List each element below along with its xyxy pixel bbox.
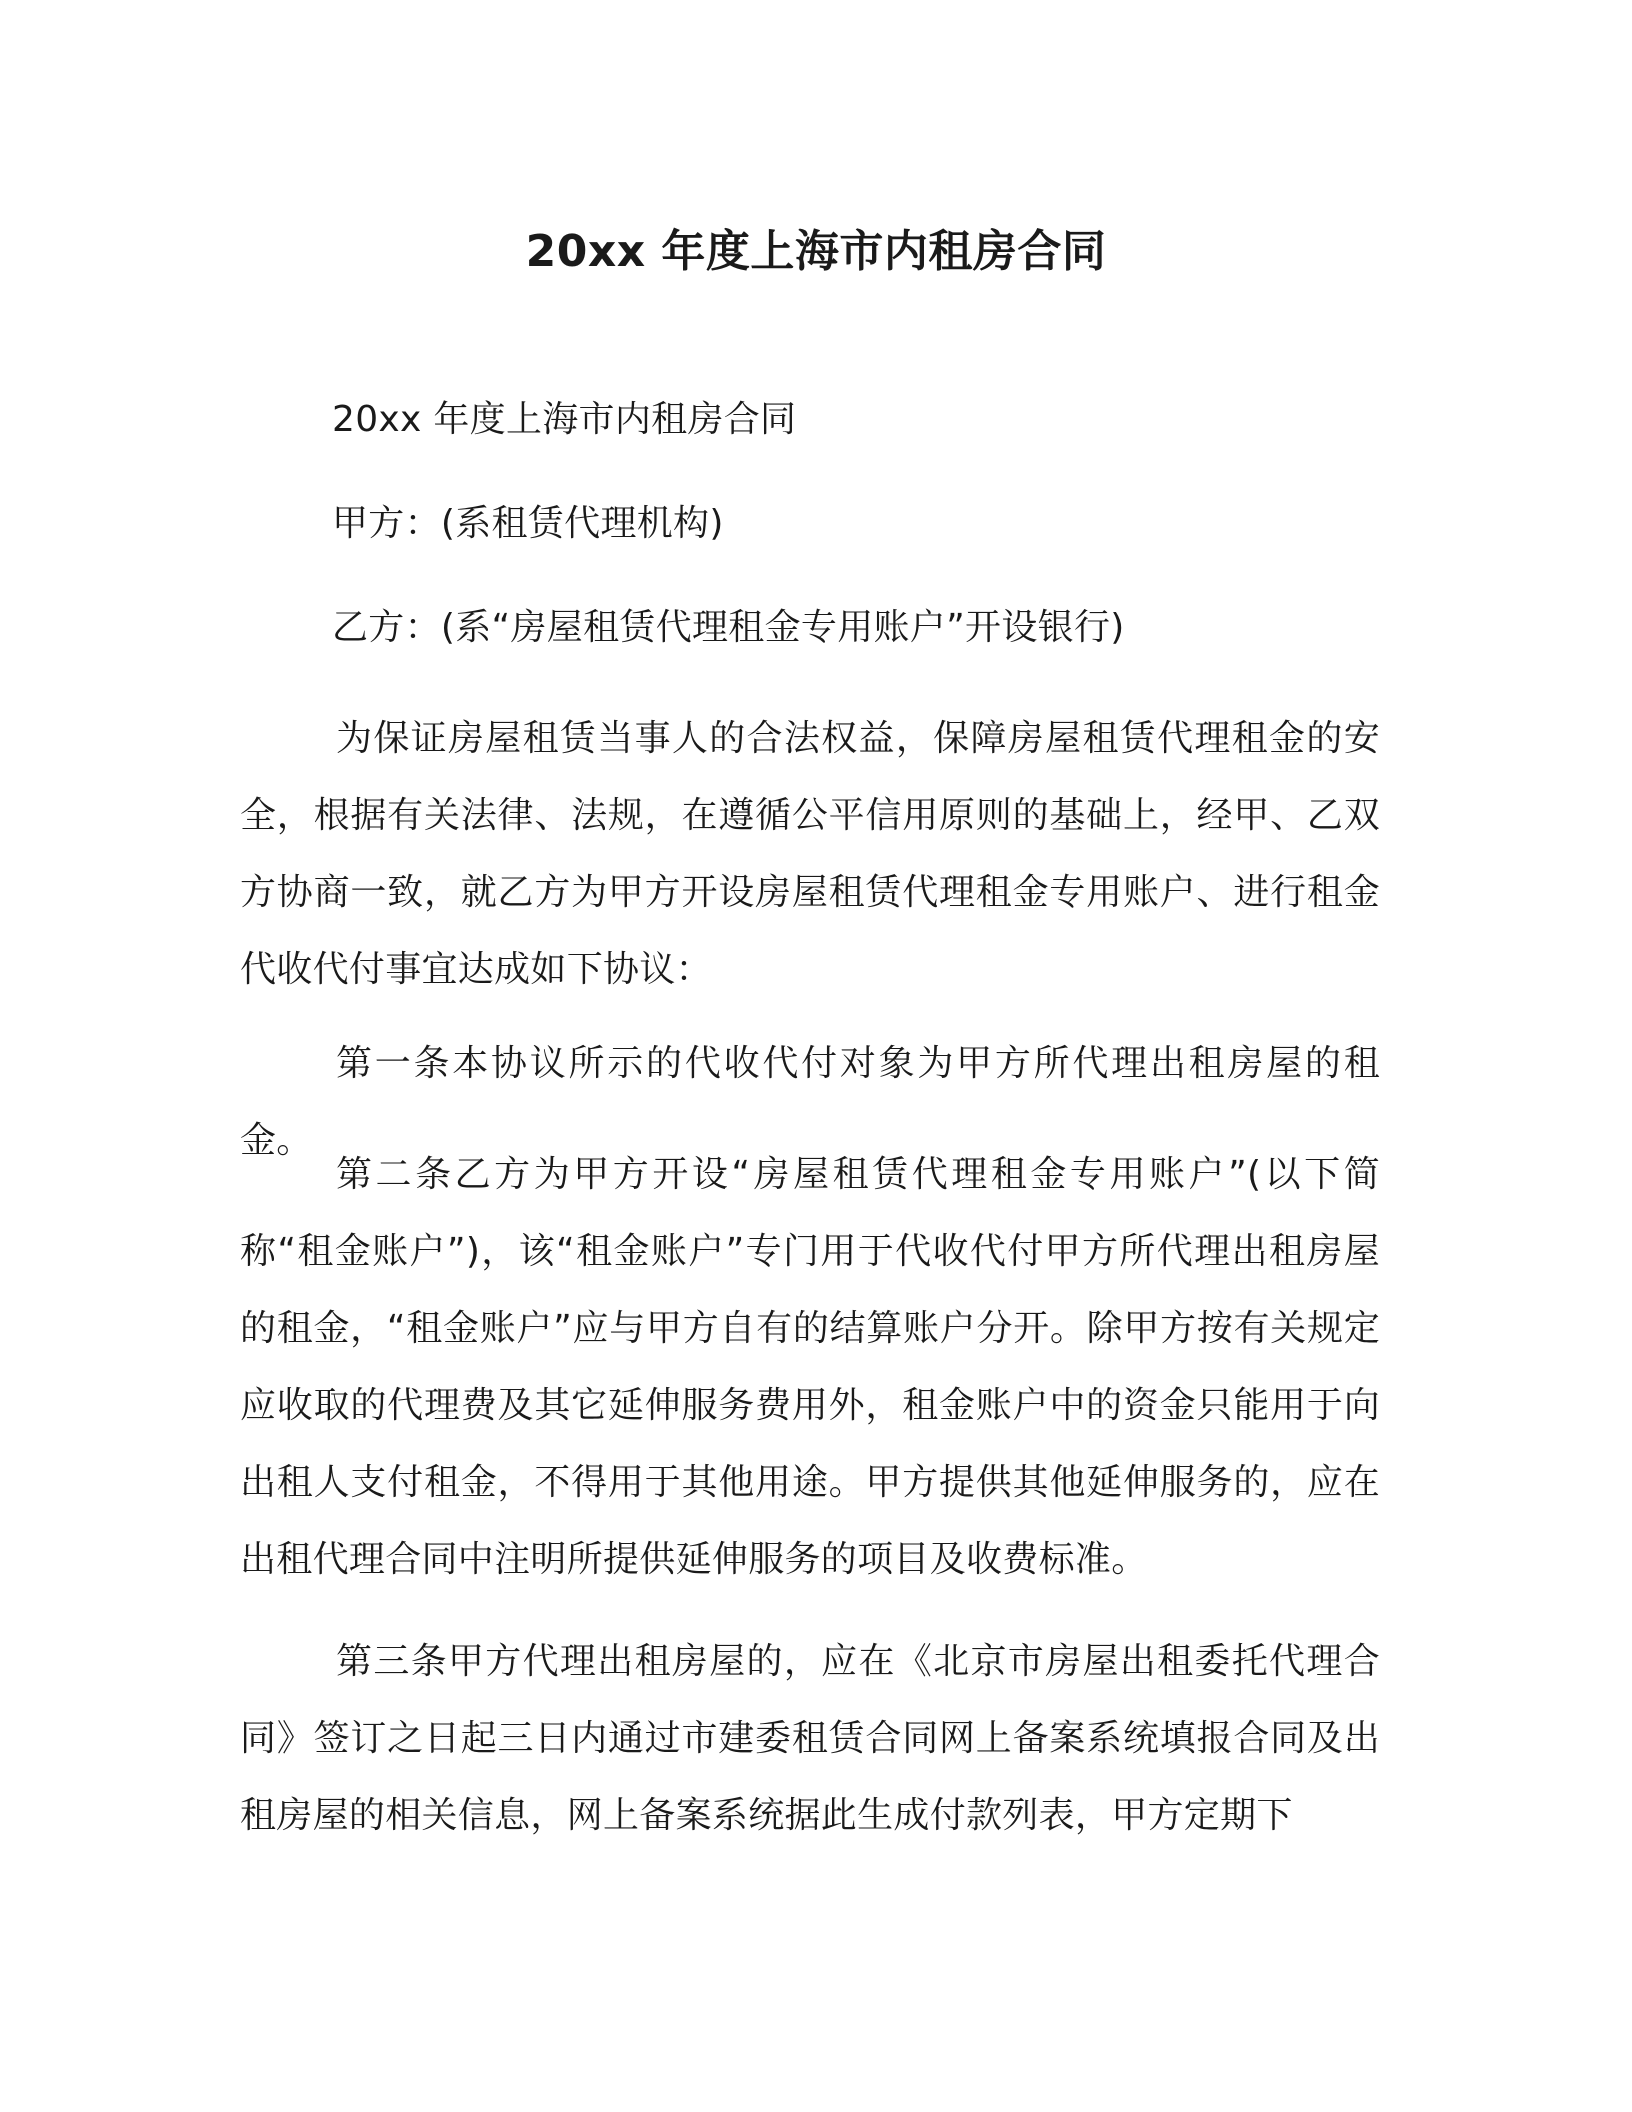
document-subtitle: 20xx 年度上海市内租房合同: [332, 399, 797, 440]
article-2-paragraph: 第二条乙方为甲方开设“房屋租赁代理租金专用账户”(以下简称“租金账户”)，该“租金账户”专门用于代收代付甲方所代理出租房屋的租金，“租金账户”应与甲方自有的结算账户分开。除甲方按有关规定应收取的代理费及其它延伸服务费用外，租金账户中的资金只能用于向出租人支付租金，不得用于其他用途。甲方提供其他延伸服务的，应在出租代理合同中注明所提供延伸服务的项目及收费标准。: [240, 1154, 1380, 1580]
preamble-paragraph: 为保证房屋租赁当事人的合法权益，保障房屋租赁代理租金的安全，根据有关法律、法规，在遵循公平信用原则的基础上，经甲、乙双方协商一致，就乙方为甲方开设房屋租赁代理租金专用账户、进行租金代收代付事宜达成如下协议：: [240, 718, 1380, 990]
article-3-paragraph: 第三条甲方代理出租房屋的，应在《北京市房屋出租委托代理合同》签订之日起三日内通过市建委租赁合同网上备案系统填报合同及出租房屋的相关信息，网上备案系统据此生成付款列表，甲方定期下: [240, 1641, 1380, 1836]
article-1-paragraph: 第一条本协议所示的代收代付对象为甲方所代理出租房屋的租金。: [240, 1043, 1380, 1161]
party-a-line: 甲方：(系租赁代理机构): [332, 503, 724, 544]
document-title: 20xx 年度上海市内租房合同: [525, 226, 1107, 277]
party-b-line: 乙方：(系“房屋租赁代理租金专用账户”开设银行): [332, 607, 1125, 648]
